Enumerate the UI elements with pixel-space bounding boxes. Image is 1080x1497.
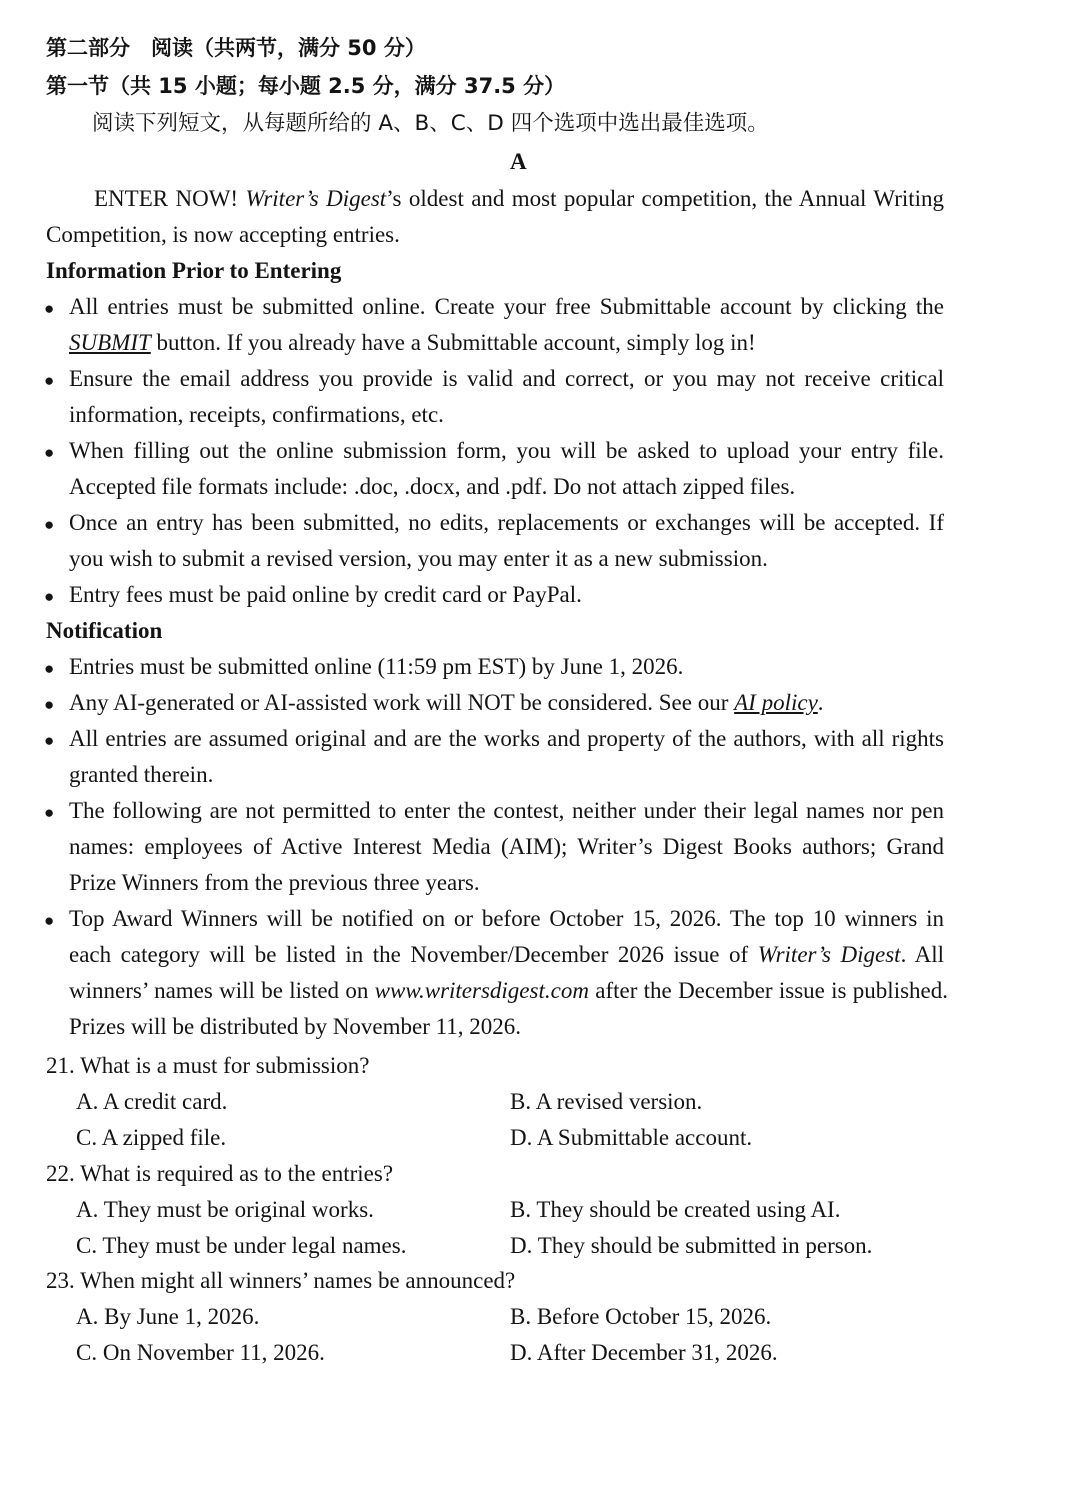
info-heading: Information Prior to Entering <box>46 258 342 283</box>
bullet-icon: ● <box>44 299 55 318</box>
notif-bullet-5-line-4: Prizes will be distributed by November 11, 2026. <box>69 1014 522 1039</box>
question-23-option-c: C. On November 11, 2026. <box>76 1340 325 1365</box>
notif-bullet-5-line-3: winners’ names will be listed on www.writersdigest.com after the December issue is published. <box>69 978 948 1003</box>
bullet-icon: ● <box>44 803 55 822</box>
question-21-stem: 21. What is a must for submission? <box>46 1053 370 1078</box>
question-22-option-d: D. They should be submitted in person. <box>510 1233 873 1258</box>
bullet-icon: ● <box>44 587 55 606</box>
info-bullet-5-line-1: Entry fees must be paid online by credit card or PayPal. <box>69 582 582 607</box>
passage-label: A <box>510 149 527 174</box>
intro-line-2: Competition, is now accepting entries. <box>46 222 400 247</box>
info-bullet-1-line-1: All entries must be submitted online. Create your free Submittable account by clicking the <box>69 294 944 319</box>
info-bullet-2-line-2: information, receipts, confirmations, etc. <box>69 402 444 427</box>
info-bullet-4-line-2: you wish to submit a revised version, you may enter it as a new submission. <box>69 546 768 571</box>
question-22-option-c: C. They must be under legal names. <box>76 1233 407 1258</box>
question-22-option-a: A. They must be original works. <box>76 1197 374 1222</box>
notification-heading: Notification <box>46 618 163 643</box>
notif-bullet-2: Any AI-generated or AI-assisted work will NOT be considered. See our AI policy. <box>69 690 824 715</box>
notif-bullet-5-line-1: Top Award Winners will be notified on or before October 15, 2026. The top 10 winners in <box>69 906 944 931</box>
intro-line-1: ENTER NOW! Writer’s Digest’s oldest and most popular competition, the Annual Writing <box>94 186 945 211</box>
notif-bullet-4-line-3: Prize Winners from the previous three years. <box>69 870 480 895</box>
info-bullet-1-line-2: SUBMIT button. If you already have a Submittable account, simply log in! <box>69 330 756 355</box>
notif-bullet-1: Entries must be submitted online (11:59 pm EST) by June 1, 2026. <box>69 654 684 679</box>
notif-bullet-3-line-1: All entries are assumed original and are the works and property of the authors, with all rights <box>69 726 944 751</box>
bullet-icon: ● <box>44 659 55 678</box>
question-23-option-b: B. Before October 15, 2026. <box>510 1304 772 1329</box>
info-bullet-3-line-1: When filling out the online submission form, you will be asked to upload your entry file. <box>69 438 944 463</box>
question-21-option-d: D. A Submittable account. <box>510 1125 753 1150</box>
bullet-icon: ● <box>44 515 55 534</box>
question-23-option-d: D. After December 31, 2026. <box>510 1340 778 1365</box>
submit-link[interactable]: SUBMIT <box>69 330 151 355</box>
info-bullet-3-line-2: Accepted file formats include: .doc, .docx, and .pdf. Do not attach zipped files. <box>69 474 796 499</box>
bullet-icon: ● <box>44 695 55 714</box>
info-bullet-2-line-1: Ensure the email address you provide is valid and correct, or you may not receive critical <box>69 366 944 391</box>
question-22-option-b: B. They should be created using AI. <box>510 1197 841 1222</box>
question-21-option-b: B. A revised version. <box>510 1089 703 1114</box>
question-22-stem: 22. What is required as to the entries? <box>46 1161 394 1186</box>
bullet-icon: ● <box>44 911 55 930</box>
notif-bullet-3-line-2: granted therein. <box>69 762 214 787</box>
bullet-icon: ● <box>44 443 55 462</box>
question-21-option-a: A. A credit card. <box>76 1089 228 1114</box>
magazine-name: Writer’s Digest <box>757 942 901 967</box>
magazine-name: Writer’s Digest <box>245 186 387 211</box>
notif-bullet-5-line-2: each category will be listed in the November/December 2026 issue of Writer’s Digest. All <box>69 942 944 967</box>
section-title: 第一节（共 15 小题；每小题 2.5 分，满分 37.5 分） <box>46 74 566 98</box>
info-bullet-4-line-1: Once an entry has been submitted, no edits, replacements or exchanges will be accepted. If <box>69 510 944 535</box>
bullet-icon: ● <box>44 371 55 390</box>
notif-bullet-4-line-1: The following are not permitted to enter the contest, neither under their legal names nor pen <box>69 798 944 823</box>
part-title: 第二部分 阅读（共两节，满分 50 分） <box>46 36 426 60</box>
ai-policy-link[interactable]: AI policy <box>734 690 818 715</box>
bullet-icon: ● <box>44 731 55 750</box>
question-23-option-a: A. By June 1, 2026. <box>76 1304 260 1329</box>
notif-bullet-4-line-2: names: employees of Active Interest Media (AIM); Writer’s Digest Books authors; Grand <box>69 834 944 859</box>
website-url: www.writersdigest.com <box>374 978 589 1003</box>
instruction: 阅读下列短文，从每题所给的 A、B、C、D 四个选项中选出最佳选项。 <box>92 111 769 136</box>
question-23-stem: 23. When might all winners’ names be announced? <box>46 1268 516 1293</box>
question-21-option-c: C. A zipped file. <box>76 1125 227 1150</box>
